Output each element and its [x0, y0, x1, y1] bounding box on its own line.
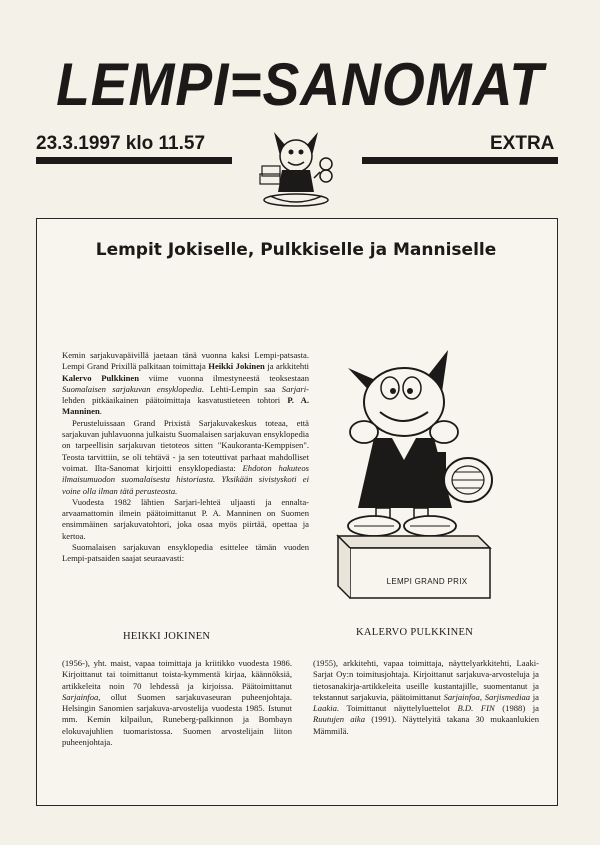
mascot-logo	[248, 122, 344, 210]
bio-text: (1988) ja	[494, 703, 539, 714]
article-paragraph-1	[62, 350, 309, 418]
article-body	[62, 350, 309, 565]
catalog-title: B.D. FIN	[457, 703, 495, 714]
magazine-title: Sarjismediaa	[484, 691, 531, 702]
masthead-title: LEMPI=SANOMAT	[56, 51, 544, 118]
article-paragraph-2	[62, 418, 309, 497]
magazine-title: Sarjari	[281, 383, 307, 394]
bio-text: (1991). Näyttelyitä takana 30 mukaanlukien Mämmilä.	[313, 714, 539, 736]
name-pulkkinen: Kalervo Pulkkinen	[62, 372, 140, 383]
article-text: Kemin sarjakuvapäivillä jaetaan tänä vuonna kaksi Lempi-patsasta. Lempi Grand Prixillä palkitaan toimittaja	[62, 350, 309, 372]
article-text: ja arkkitehti	[264, 361, 309, 372]
bio-left-name: HEIKKI JOKINEN	[123, 631, 211, 642]
magazine-title: Sarjainfoa	[62, 691, 99, 702]
bio-right-text	[313, 658, 539, 737]
name-manninen: P. A. Manninen	[62, 395, 310, 417]
name-jokinen: Heikki Jokinen	[208, 361, 265, 372]
article-paragraph-4: Suomalaisen sarjakuvan ensyklopedia esittelee tämän vuoden Lempi-patsaiden saajat seuraavasti:	[62, 542, 309, 564]
article-headline: Lempit Jokiselle, Pulkkiselle ja Manniselle	[95, 240, 497, 260]
magazine-title: Sarjainfoa	[443, 691, 480, 702]
bio-text: (1956-), yht. maist, vapaa toimittaja ja kriitikko vuodesta 1986. Kirjoittanut tai toimittanut toista-kymmentä kirjaa, käännöksiä, artikkeleita noin 70 lehdessä ja kirjoissa. Päätoimittanut	[62, 658, 292, 691]
masthead-rule-right	[362, 157, 558, 164]
lempi-statue-illustration	[330, 340, 500, 606]
edition-label: EXTRA	[490, 133, 555, 154]
bio-text: (1955), arkkitehti, vapaa toimittaja, näyttelyarkkitehti, Laaki-Sarjat Oy:n toimitusjohtaja. Kirjoittanut sarjakuva-arvosteluja ja tietosanakirja-artikkeleita useille kustantajille, suomentanut ja tekstannut sarjakuvia, päätoimittanut	[313, 658, 539, 702]
catalog-title: Ruutujen aika	[313, 714, 366, 725]
issue-date: 23.3.1997 klo 11.57	[36, 133, 206, 154]
bio-text: , ollut Suomen sarjakuvaseuran puheenjohtaja. Helsingin Sanomien sarjakuva-arvostelija vuodesta 1985. Istunut mm. Kemin kilpailun, Runeberg-palkinnon ja Bombayn elokuvajuhlien tuomaristossa. Suomen arvostelijain liiton puheenjohtaja.	[62, 691, 292, 748]
article-text: Perusteluissaan Grand Prixistä Sarjakuvakeskus toteaa, että sarjakuvan juhlavuonna julkaistu Suomalaisen sarjakuvan ensyklopedia on tarpeellisin sarjakuvan tietoteos sitten "Kaukoranta-Kemppisen". Teosta tarvittiin, se oli tehtävä - ja sen toteuttivat parhaat mahdolliset voimat. Ilta-Sanomat kirjoitti ensyklopediasta:	[62, 417, 309, 473]
masthead-rule-left	[36, 157, 232, 164]
review-quote: Ehdoton hakuteos ilmaisumuodon suomalaisesta historiasta. Yksikään sivistyskoti ei voine olla ilman tätä perusteosta.	[62, 462, 309, 496]
bio-left-text	[62, 658, 292, 748]
article-text: . Lehti-Lempin saa	[201, 383, 282, 394]
magazine-title: Laakia	[313, 703, 337, 714]
article-text: viime vuonna ilmestyneestä teoksestaan	[139, 372, 309, 383]
bio-text: ,	[479, 691, 485, 702]
bio-right-name: KALERVO PULKKINEN	[356, 627, 474, 638]
bio-text: . Toimittanut näyttelyluettelot	[336, 703, 458, 714]
statue-plinth-label: LEMPI GRAND PRIX	[386, 577, 468, 586]
article-text: -lehden pitkäaikainen päätoimittaja kasvatustieteen tohtori	[62, 383, 309, 406]
bio-text: ja	[530, 691, 539, 702]
book-title: Suomalaisen sarjakuvan ensyklopedia	[62, 383, 202, 394]
article-paragraph-3: Vuodesta 1982 lähtien Sarjari-lehteä uljaasti ja ennalta-arvaamattomin ilmein päätoimittanut P. A. Manninen on Suomen ensimmäinen sarjakuvatohtori, joka osaa myös piirtää, opettaa ja kertoa.	[62, 496, 309, 541]
article-text: .	[99, 406, 102, 417]
